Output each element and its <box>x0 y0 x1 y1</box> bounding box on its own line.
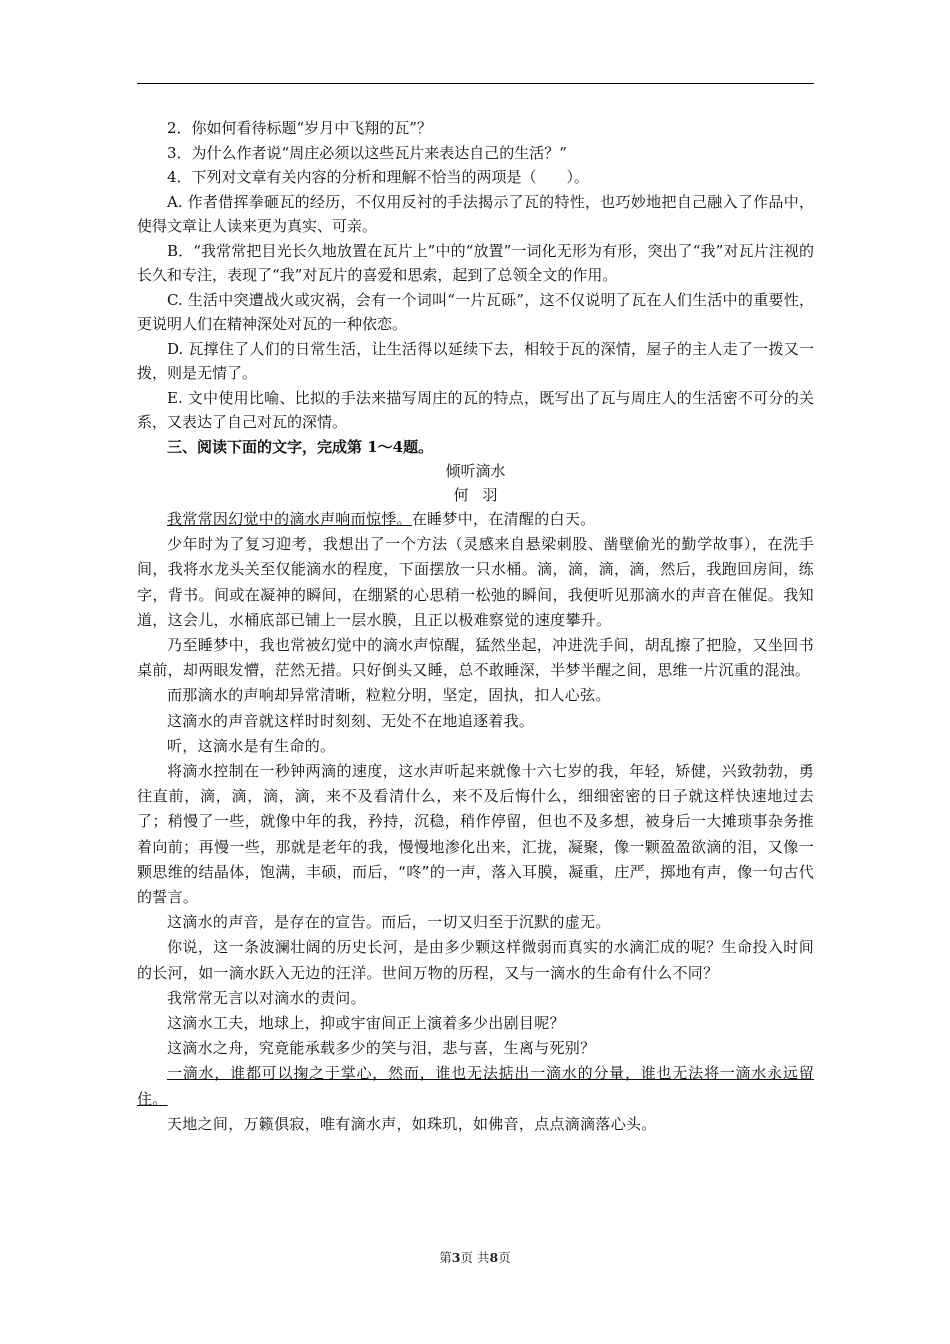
article-author: 何羽 <box>453 486 512 504</box>
footer-page-number: 3 <box>451 1250 461 1265</box>
footer-prefix: 第 <box>439 1250 452 1265</box>
article-title: 倾听滴水 <box>445 462 506 480</box>
article-paragraph-1 <box>137 507 814 532</box>
page-content <box>137 116 814 1137</box>
option-c: C. 生活中突遭战火或灾祸，会有一个词叫“一片瓦砾”，这不仅说明了瓦在人们生活中的重要性，更说明人们在精神深处对瓦的一种依恋。 <box>137 290 814 333</box>
underlined-sentence: 一滴水，谁都可以掬之于掌心，然而，谁也无法掂出一滴水的分量，谁也无法将一滴水永远留住。 <box>137 1064 814 1108</box>
question-2: 2．你如何看待标题“岁月中飞翔的瓦”？ <box>167 119 432 137</box>
footer-total-pages: 8 <box>489 1250 499 1265</box>
article-paragraph-2: 少年时为了复习迎考，我想出了一个方法（灵感来自悬梁刺股、凿壁偷光的勤学故事），在洗手间，我将水龙头关至仅能滴水的程度，下面摆放一只水桶。滴，滴，滴，滴，然后，我跑回房间，练字，背书。间或在凝神的瞬间，在绷紧的心思稍一松弛的瞬间，我便听见那滴水的声音在催促。我知道，这会儿，水桶底部已铺上一层水膜，且正以极难察觉的速度攀升。 <box>137 535 814 629</box>
article-paragraph-14: 天地之间，万籁俱寂，唯有滴水声，如珠玑，如佛音，点点滴滴落心头。 <box>167 1114 657 1133</box>
footer-suffix: 页 <box>498 1250 511 1265</box>
option-d: D. 瓦撑住了人们的日常生活，让生活得以延续下去，相较于瓦的深情，屋子的主人走了一拨又一拨，则是无情了。 <box>137 339 814 382</box>
question-3: 3．为什么作者说“周庄必须以这些瓦片来表达自己的生活？” <box>167 143 567 162</box>
article-paragraph-9: 你说，这一条波澜壮阔的历史长河，是由多少颗这样微弱而真实的水滴汇成的呢？生命投入时间的长河，如一滴水跃入无边的汪洋。世间万物的历程，又与一滴水的生命有什么不同？ <box>137 938 814 982</box>
header-rule <box>137 83 814 84</box>
article-paragraph-11: 这滴水工夫，地球上，抑或宇宙间正上演着多少出剧目呢？ <box>167 1014 565 1033</box>
question-4: 4．下列对文章有关内容的分析和理解不恰当的两项是（ ）。 <box>167 168 590 186</box>
article-paragraph-6: 听，这滴水是有生命的。 <box>167 736 336 755</box>
underlined-sentence: 我常常因幻觉中的滴水声响而惊悸。 <box>167 510 412 528</box>
article-paragraph-8: 这滴水的声音，是存在的宣告。而后，一切又归至于沉默的虚无。 <box>167 913 611 932</box>
article-paragraph-3: 乃至睡梦中，我也常被幻觉中的滴水声惊醒，猛然坐起，冲进洗手间，胡乱擦了把脸，又坐回书桌前，却两眼发懵，茫然无措。只好倒头又睡，总不敢睡深，半梦半醒之间，思维一片沉重的混浊。 <box>137 636 814 680</box>
article-paragraph-7: 将滴水控制在一秒钟两滴的速度，这水声听起来就像十六七岁的我，年轻，矫健，兴致勃勃，勇往直前，滴，滴，滴，滴，来不及看清什么，来不及后悔什么，细细密密的日子就这样快速地过去了；稍慢了一些，就像中年的我，矜持，沉稳，稍作停留，但也不及多想，被身后一大摊琐事杂务推着向前；再慢一些，那就是老年的我，慢慢地渗化出来，汇拢，凝聚，像一颗盈盈欲滴的泪，又像一颗思维的结晶体，饱满，丰硕，而后，“咚”的一声，落入耳膜，凝重，庄严，掷地有声，像一句古代的誓言。 <box>137 762 814 907</box>
paragraph-text: 在睡梦中，在清醒的白天。 <box>411 510 596 528</box>
section-heading: 三、阅读下面的文字，完成第 1～4题。 <box>167 437 434 456</box>
option-a: A. 作者借挥拳砸瓦的经历，不仅用反衬的手法揭示了瓦的特性，也巧妙地把自己融入了作品中，使得文章让人读来更为真实、可亲。 <box>137 192 814 235</box>
article-paragraph-4: 而那滴水的声响却异常清晰，粒粒分明，坚定，固执，扣人心弦。 <box>167 686 611 705</box>
article-paragraph-13 <box>137 1061 814 1111</box>
footer-mid: 页 共 <box>460 1250 490 1265</box>
page-footer <box>0 1248 950 1266</box>
article-paragraph-10: 我常常无言以对滴水的责问。 <box>167 988 366 1007</box>
article-paragraph-12: 这滴水之舟，究竟能承载多少的笑与泪，悲与喜，生离与死别？ <box>167 1039 596 1058</box>
option-b: B．“我常常把目光长久地放置在瓦片上”中的“放置”一词化无形为有形，突出了“我”对瓦片注视的长久和专注，表现了“我”对瓦片的喜爱和思索，起到了总领全文的作用。 <box>137 241 814 284</box>
option-e: E. 文中使用比喻、比拟的手法来描写周庄的瓦的特点，既写出了瓦与周庄人的生活密不可分的关系，又表达了自己对瓦的深情。 <box>137 388 814 431</box>
article-paragraph-5: 这滴水的声音就这样时时刻刻、无处不在地追逐着我。 <box>167 711 535 730</box>
